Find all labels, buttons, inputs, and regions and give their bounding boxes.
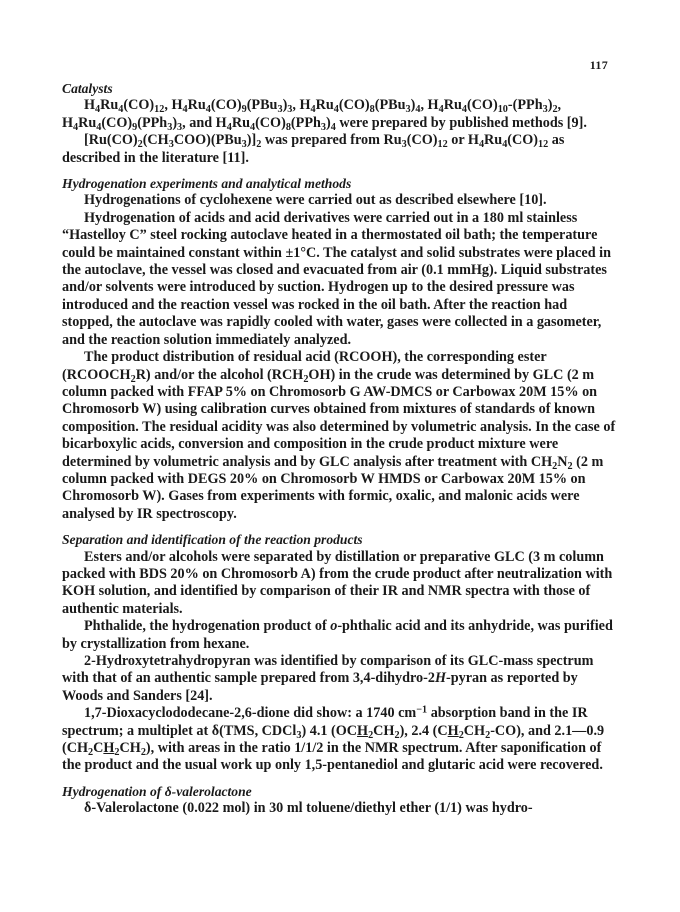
paragraph: 2-Hydroxytetrahydropyran was identified by comparison of its GLC-mass spectrum with that of an authentic sample prepared from 3,4-dihydro-2H-pyran as reported by Woods and Sanders [24]. (62, 653, 594, 704)
paragraph: δ-Valerolactone (0.022 mol) in 30 ml toluene/diethyl ether (1/1) was hydro- (84, 800, 533, 817)
paragraph: The product distribution of residual acid (RCOOH), the corresponding ester $(RCOOCH_2R)$ and/or the alcohol $(RCH_2OH)$ in the crude was determined by GLC (2 m column packed with FFAP 5% on Chromosorb G AW-DMCS or Carbowax 20M 15% on Chromosorb W) using calibration curves obtained from mixtures of standards of known composition. The residual acidity was also determined by volumetric analysis. In the case of bicarboxylic acids, conversion and composition in the crude product mixture were determined by volumetric analysis and by GLC analysis after treatment with $CH_2N_2$ (2 m column packed with DEGS 20% on Chromosorb W HMDS or Carbowax 20M 15% on Chromosorb W). Gases from experiments with formic, oxalic, and malonic acids were analysed by IR spectroscopy. (62, 349, 616, 522)
section-heading: Catalysts (62, 81, 113, 96)
paragraph: 1,7-Dioxacyclododecane-2,6-dione did show: a 1740 $cm^{-1}$ absorption band in the IR spectrum; a multiplet at δ(TMS, CDCl$_3$) 4.1 $(OCH_2CH_2)$, 2.4 $(CH_2CH_2-CO)$, and 2.1—0.9 $(CH_2CH_2CH_2)$, with areas in the ratio 1/1/2 in the NMR spectrum. After saponification of the product and the usual work up only 1,5-pentanediol and glutaric acid were recovered. (62, 704, 605, 774)
section-heading: Separation and identification of the reaction products (62, 532, 363, 548)
paragraph: Esters and/or alcohols were separated by distillation or preparative GLC (3 m column packed with BDS 20% on Chromosorb A) from the crude product after neutralization with KOH solution, and identified by comparison of their IR and NMR spectra with those of authentic materials. (62, 548, 613, 617)
paragraph: Phthalide, the hydrogenation product of o-phthalic acid and its anhydride, was purified by crystallization from hexane. (62, 618, 613, 652)
article-body (62, 80, 618, 818)
section-heading: Hydrogenation experiments and analytical methods (62, 176, 352, 192)
page-number: 117 (589, 58, 608, 72)
paragraph: $[Ru(CO)_2(CH_3COO)(PBu_3)]_2$ was prepared from $Ru_3(CO)_{12}$ or $H_4Ru_4(CO)_{12}$ as described in the literature [11]. (62, 132, 565, 166)
paragraph: $H_4Ru_4(CO)_{12}$, $H_4Ru_4(CO)_9(PBu_3)_3$, $H_4Ru_4(CO)_8(PBu_3)_4$, $H_4Ru_4(CO)_{10}-(PPh_3)_2$, $H_4Ru_4(CO)_9(PPh_3)_3$, and $H_4Ru_4(CO)_8(PPh_3)_4$ were prepared by published methods [9]. (62, 97, 587, 133)
section-heading: Hydrogenation of δ-valerolactone (62, 783, 252, 799)
paragraph: Hydrogenations of cyclohexene were carried out as described elsewhere [10]. (84, 192, 547, 209)
paragraph: Hydrogenation of acids and acid derivatives were carried out in a 180 ml stainless “Hastelloy C” steel rocking autoclave heated in a thermostated oil bath; the temperature could be maintained constant within ±1°C. The catalyst and solid substrates were placed in the autoclave, the vessel was closed and evacuated from air (0.1 mmHg). Liquid substrates and/or solvents were introduced by suction. Hydrogen up to the desired pressure was introduced and the reaction vessel was rocked in the oil bath. After the reaction had stopped, the autoclave was rapidly cooled with water, gases were collected in a gasometer, and the reaction solution immediately analyzed. (62, 209, 611, 348)
